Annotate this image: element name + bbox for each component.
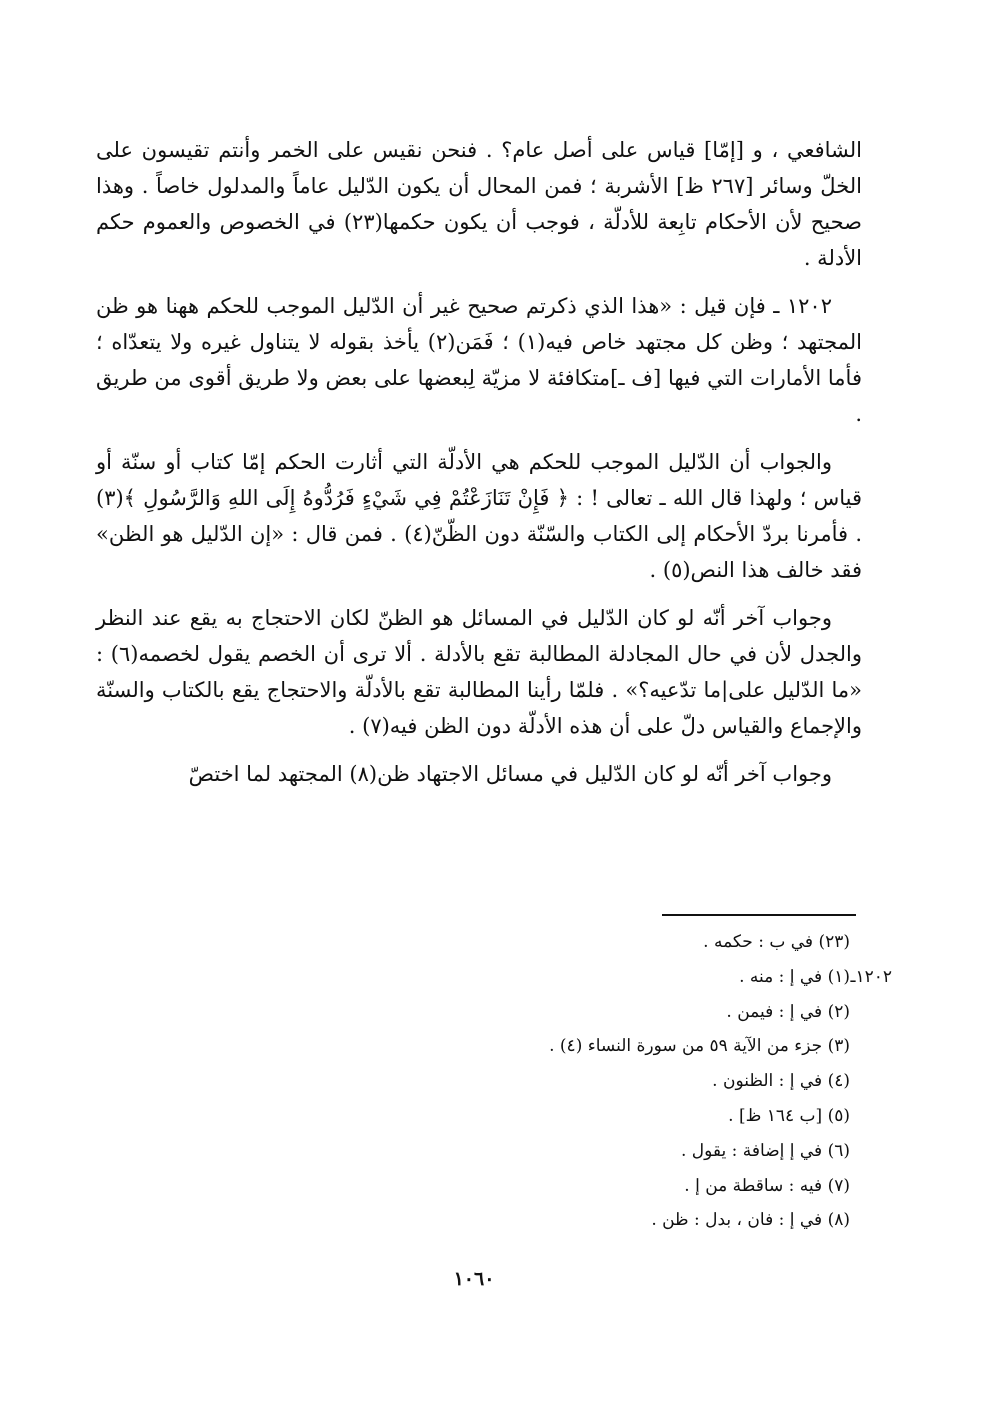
footnote-text: (٢) في إ : فيمن .	[726, 1001, 850, 1022]
paragraph-1: الشافعي ، و [إمّا] قياس على أصل عام؟ . فنحن نقيس على الخمر وأنتم تقيسون على الخلّ وسائر [٢٦٧ ظ] الأشربة ؛ فمن المحال أن يكون الدّليل عاماً والمدلول خاصاً . وهذا صحيح لأن الأحكام تابِعة للأدلّة ، فوجب أن يكون حكمها(٢٣) في الخصوص والعموم حكم الأدلة .	[96, 138, 862, 270]
footnote-line	[96, 1064, 892, 1099]
paragraph-3: والجواب أن الدّليل الموجب للحكم هي الأدلّة التي أثارت الحكم إمّا كتاب أو سنّة أو قياس ؛ ولهذا قال الله ـ تعالى ! : ﴿ فَإِنْ تَنَازَعْتُمْ فِي شَيْءٍ فَرُدُّوهُ إِلَى اللهِ وَالرَّسُولِ ﴾(٣) . فأمرنا بردّ الأحكام إلى الكتاب والسّنّة دون الظّنّ(٤) . فمن قال : «إن الدّليل هو الظن» فقد خالف هذا النص(٥) .	[96, 450, 863, 582]
footnote-line	[96, 925, 892, 960]
main-text	[96, 132, 862, 804]
footnote-divider	[662, 914, 856, 916]
footnote-text: (٨) في إ : فان ، بدل : ظن .	[651, 1210, 850, 1231]
footnote-line	[96, 960, 892, 995]
footnote-text: (٤) في إ : الظنون .	[712, 1071, 850, 1092]
footnote-line	[96, 1203, 892, 1238]
footnote-line	[96, 1029, 892, 1064]
footnotes	[96, 925, 892, 1238]
footnote-line	[96, 1169, 892, 1204]
footnote-text: (٣) جزء من الآية ٥٩ من سورة النساء (٤) .	[549, 1036, 850, 1057]
paragraph-2: ١٢٠٢ ـ فإن قيل : «هذا الذي ذكرتم صحيح غير أن الدّليل الموجب للحكم ههنا هو ظن المجتهد ؛ وظن كل مجتهد خاص فيه(١) ؛ فَمَن(٢) يأخذ بقوله لا يتناول غيره ولا يتعدّاه ؛ فأما الأمارات التي فيها [ف ـ]متكافئة لا مزيّة لِبعضها على بعض ولا طريق أقوى من طريق .	[96, 294, 862, 426]
paragraph-5: وجواب آخر أنّه لو كان الدّليل في مسائل الاجتهاد ظن(٨) المجتهد لما اختصّ	[188, 762, 832, 786]
footnote-text: (١) في إ : منه .	[739, 966, 850, 987]
footnote-line	[96, 995, 892, 1030]
page-number: ١٠٦٠	[453, 1268, 495, 1290]
footnote-line	[96, 1134, 892, 1169]
footnote-text: (٧) فيه : ساقطة من إ .	[684, 1175, 850, 1196]
paragraph-4: وجواب آخر أنّه لو كان الدّليل في المسائل هو الظنّ لكان الاحتجاج به يقع عند النظر والجدل لأن في حال المجادلة المطالبة تقع بالأدلة . ألا ترى أن الخصم يقول لخصمه(٦) : «ما الدّليل على|ما تدّعيه؟» . فلمّا رأينا المطالبة تقع بالأدلّة والاحتجاج يقع بالكتاب والسنّة والإجماع والقياس دلّ على أن هذه الأدلّة دون الظن فيه(٧) .	[96, 606, 862, 738]
footnote-line	[96, 1099, 892, 1134]
footnote-text: (٦) في إ إضافة : يقول .	[680, 1140, 850, 1161]
footnote-text: (٥) [ب ١٦٤ ظ] .	[728, 1105, 850, 1126]
footnote-section-tag: ١٢٠٢ـ	[850, 966, 892, 987]
footnote-text: (٢٣) في ب : حكمه .	[703, 932, 850, 952]
